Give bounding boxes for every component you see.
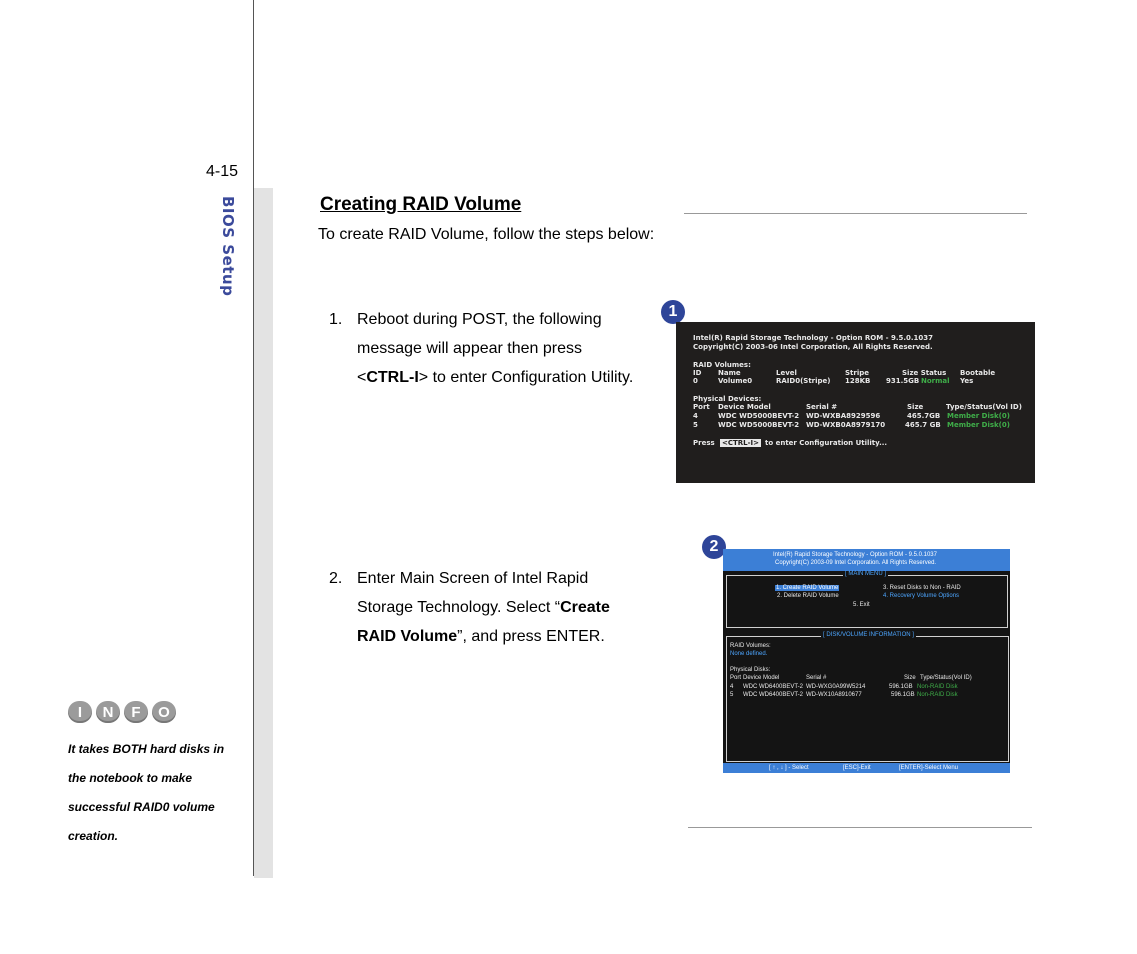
col-model: Device Model bbox=[743, 675, 780, 681]
disk-type: Member Disk(0) bbox=[947, 412, 1010, 420]
disk-port: 4 bbox=[730, 684, 734, 690]
footer-enter: [ENTER]-Select Menu bbox=[899, 765, 959, 771]
col-serial: Serial # bbox=[806, 403, 838, 411]
disk-port: 4 bbox=[693, 412, 698, 420]
disk-port: 5 bbox=[693, 421, 698, 429]
step-text: message will appear then press bbox=[357, 340, 583, 357]
physical-disks-title: Physical Disks: bbox=[730, 667, 771, 673]
disk-type: Non-RAID Disk bbox=[917, 684, 958, 690]
step-text: <CTRL-I> to enter Configuration Utility. bbox=[357, 369, 634, 386]
step-number: 1. bbox=[329, 311, 343, 328]
col-bootable: Bootable bbox=[960, 369, 996, 377]
menu-reset-disks[interactable]: 3. Reset Disks to Non - RAID bbox=[883, 585, 961, 591]
page-number: 4-15 bbox=[206, 163, 239, 180]
raid-volumes-title: RAID Volumes: bbox=[730, 643, 771, 649]
menu-exit[interactable]: 5. Exit bbox=[853, 602, 870, 608]
divider bbox=[684, 213, 1027, 214]
col-size-status: Size Status bbox=[902, 369, 947, 377]
step-text: RAID Volume”, and press ENTER. bbox=[357, 628, 605, 645]
col-id: ID bbox=[693, 369, 702, 377]
menu-create-raid[interactable]: 1. Create RAID Volume bbox=[776, 585, 839, 591]
rom-header: Intel(R) Rapid Storage Technology - Option ROM - 9.5.0.1037 bbox=[693, 334, 934, 342]
info-line: It takes BOTH hard disks in bbox=[68, 742, 225, 756]
step-text: Storage Technology. Select “Create bbox=[357, 599, 610, 616]
main-menu-title: [ MAIN MENU ] bbox=[845, 571, 887, 577]
raid-volumes-title: RAID Volumes: bbox=[693, 361, 751, 369]
raid-id: 0 bbox=[693, 377, 698, 385]
rst-copyright: Copyright(C) 2003-09 Intel Corporation. All Rights Reserved. bbox=[775, 560, 937, 566]
ctrl-i-key: <CTRL-I> bbox=[722, 439, 760, 447]
divider bbox=[688, 827, 1032, 828]
disk-model: WDC WD5000BEVT-2 bbox=[718, 421, 800, 429]
raid-bootable: Yes bbox=[960, 377, 974, 385]
info-line: successful RAID0 volume bbox=[68, 800, 215, 814]
disk-model: WDC WD6400BEVT-2 bbox=[743, 692, 804, 698]
col-size: Size bbox=[907, 403, 924, 411]
raid-name: Volume0 bbox=[718, 377, 753, 385]
step-text: Enter Main Screen of Intel Rapid bbox=[357, 570, 589, 587]
rst-footer-bar bbox=[723, 763, 1010, 773]
disk-model: WDC WD6400BEVT-2 bbox=[743, 684, 804, 690]
menu-recovery-options[interactable]: 4. Recovery Volume Options bbox=[883, 593, 960, 599]
sidebar-strip bbox=[254, 188, 273, 878]
info-letter-o: O bbox=[152, 701, 176, 723]
press-prompt: Press bbox=[693, 439, 715, 447]
disk-info-title: [ DISK/VOLUME INFORMATION ] bbox=[823, 632, 914, 638]
disk-type: Member Disk(0) bbox=[947, 421, 1010, 429]
col-model: Device Model bbox=[718, 403, 771, 411]
disk-serial: WD-WXBA8929596 bbox=[806, 412, 881, 420]
info-badge bbox=[68, 701, 176, 723]
info-letter-i: I bbox=[68, 701, 92, 723]
rst-header-bar bbox=[723, 549, 1010, 571]
step-number: 2. bbox=[329, 570, 343, 587]
col-name: Name bbox=[718, 369, 741, 377]
disk-size: 465.7 GB bbox=[905, 421, 941, 429]
footer-select: [ ↑ , ↓ ] - Select bbox=[769, 765, 809, 771]
disk-size: 596.1GB bbox=[891, 692, 915, 698]
raid-stripe: 128KB bbox=[845, 377, 871, 385]
disk-model: WDC WD5000BEVT-2 bbox=[718, 412, 800, 420]
info-line: creation. bbox=[68, 829, 119, 843]
chapter-label-text: BIOS Setup bbox=[219, 196, 237, 297]
menu-delete-raid[interactable]: 2. Delete RAID Volume bbox=[777, 593, 839, 599]
step-2 bbox=[329, 570, 649, 660]
col-serial: Serial # bbox=[806, 675, 827, 681]
col-port: Port bbox=[730, 675, 742, 681]
raid-status: Normal bbox=[921, 377, 950, 385]
physical-devices-title: Physical Devices: bbox=[693, 395, 762, 403]
section-title: Creating RAID Volume bbox=[320, 194, 522, 215]
intro-text: To create RAID Volume, follow the steps below: bbox=[318, 226, 655, 243]
disk-size: 596.1GB bbox=[889, 684, 913, 690]
rom-copyright: Copyright(C) 2003-06 Intel Corporation, All Rights Reserved. bbox=[693, 343, 933, 351]
info-line: the notebook to make bbox=[68, 771, 193, 785]
rst-main-menu-screenshot bbox=[723, 549, 1010, 773]
disk-type: Non-RAID Disk bbox=[917, 692, 958, 698]
disk-info-frame bbox=[726, 632, 1009, 762]
info-letter-f: F bbox=[124, 701, 148, 723]
raid-size: 931.5GB bbox=[886, 377, 920, 385]
info-letter-n: N bbox=[96, 701, 120, 723]
step-badge-1: 1 bbox=[661, 300, 685, 324]
disk-serial: WD-WX10A8910677 bbox=[806, 692, 862, 698]
key-ctrl-i: CTRL-I bbox=[366, 369, 419, 386]
raid-none-defined: None defined. bbox=[730, 651, 768, 657]
footer-exit: [ESC]-Exit bbox=[843, 765, 871, 771]
main-menu-frame bbox=[726, 571, 1008, 628]
col-size: Size bbox=[904, 675, 916, 681]
col-type: Type/Status(Vol ID) bbox=[946, 403, 1022, 411]
disk-port: 5 bbox=[730, 692, 734, 698]
info-note bbox=[68, 735, 248, 851]
col-port: Port bbox=[693, 403, 710, 411]
post-screen-screenshot bbox=[676, 322, 1035, 483]
disk-size: 465.7GB bbox=[907, 412, 941, 420]
rst-title: Intel(R) Rapid Storage Technology - Option ROM - 9.5.0.1037 bbox=[773, 552, 937, 558]
step-text: Reboot during POST, the following bbox=[357, 311, 602, 328]
col-level: Level bbox=[776, 369, 797, 377]
chapter-label bbox=[213, 196, 243, 306]
col-stripe: Stripe bbox=[845, 369, 869, 377]
disk-serial: WD-WXB0A8979170 bbox=[806, 421, 886, 429]
step-1 bbox=[329, 311, 649, 401]
col-type: Type/Status(Vol ID) bbox=[920, 675, 972, 681]
disk-serial: WD-WXG0A99W5214 bbox=[806, 684, 866, 690]
raid-level: RAID0(Stripe) bbox=[776, 377, 831, 385]
press-prompt-text: to enter Configuration Utility... bbox=[765, 439, 888, 447]
step-badge-2: 2 bbox=[702, 535, 726, 559]
